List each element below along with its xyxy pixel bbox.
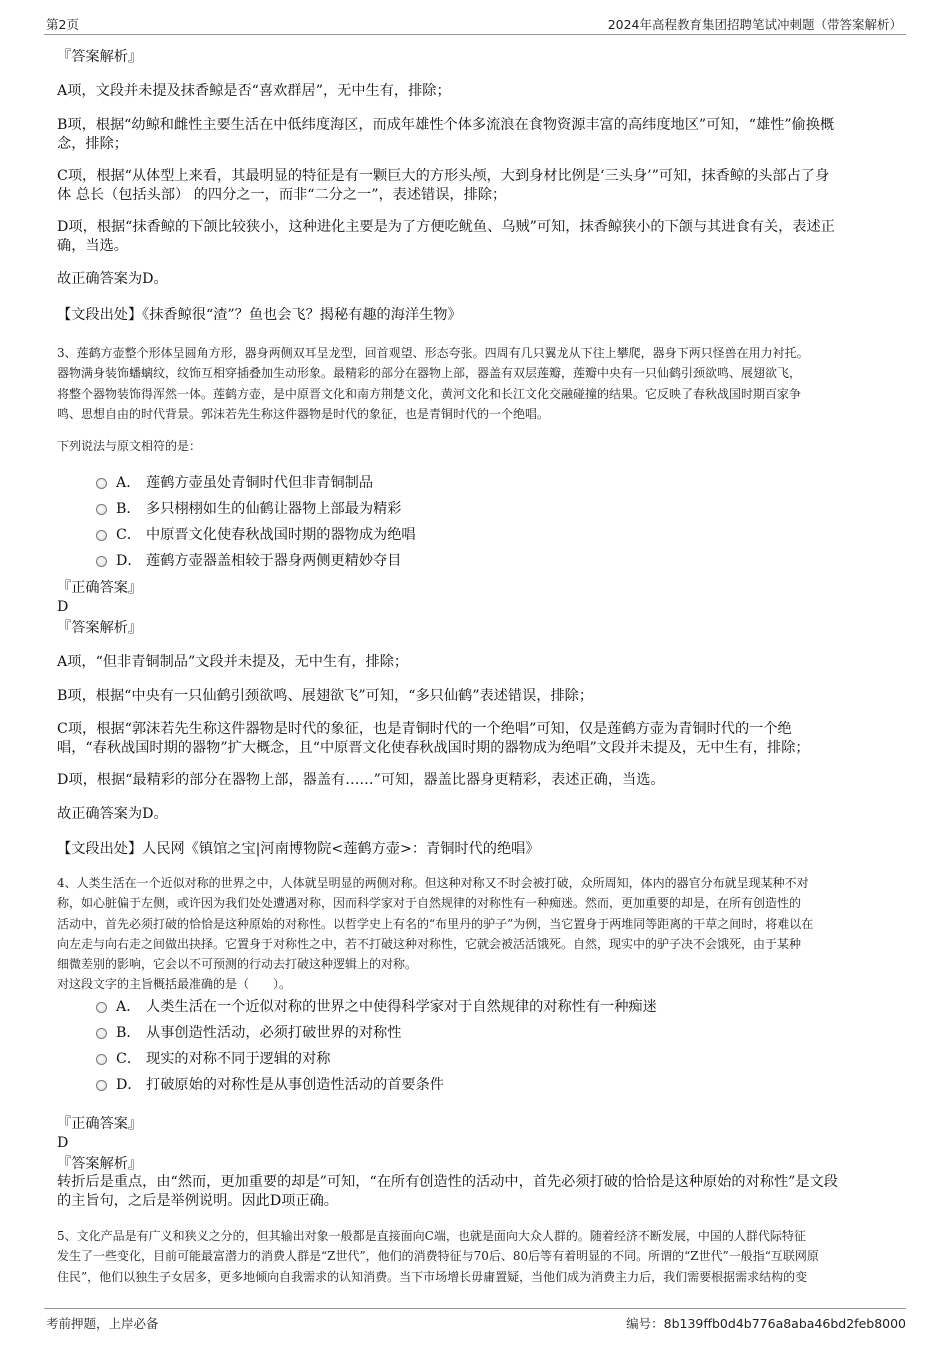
radio-icon[interactable] [96, 530, 107, 541]
analysis-option-b: B项，根据“中央有一只仙鹤引颈欲鸣、展翅欲飞”可知，“多只仙鹤”表述错误，排除； [57, 688, 594, 704]
passage-line: 发生了一些变化，目前可能最富潜力的消费人群是“Z世代”，他们的消费特征与70后、80后等有着明显的不同。所谓的“Z世代”一般指“互联网原 [57, 1249, 819, 1264]
correct-answer: D [57, 599, 69, 615]
analysis-line: 的主旨句，之后是举例说明。因此D项正确。 [57, 1193, 338, 1209]
option-letter: D． [116, 1077, 142, 1093]
radio-icon[interactable] [96, 1080, 107, 1091]
option-text: 莲鹤方壶虽处青铜时代但非青铜制品 [146, 475, 374, 491]
q3-option-b[interactable] [96, 498, 401, 518]
code-label: 编号： [626, 1316, 664, 1331]
analysis-option-a: A项，“但非青铜制品”文段并未提及，无中生有，排除； [57, 654, 409, 670]
document-code [626, 1314, 906, 1332]
passage-source: 【文段出处】人民网《镇馆之宝|河南博物院<莲鹤方壶>：青铜时代的绝唱》 [57, 841, 540, 857]
option-letter: D． [116, 553, 142, 569]
passage-source: 【文段出处】《抹香鲸很“渣”？鱼也会飞？揭秘有趣的海洋生物》 [57, 307, 462, 323]
question-4-passage [57, 873, 897, 995]
radio-icon[interactable] [96, 504, 107, 515]
analysis-option-d [57, 218, 897, 256]
analysis-label: 『答案解析』 [57, 49, 143, 65]
radio-icon[interactable] [96, 1002, 107, 1013]
radio-icon[interactable] [96, 1054, 107, 1065]
passage-line: 活动中，首先必须打破的恰恰是这种原始的对称性。以哲学史上有名的“布里丹的驴子”为例，当它置身于两堆同等距离的干草之间时，将难以在 [57, 916, 814, 931]
question-3-stem: 下列说法与原文相符的是： [57, 439, 202, 453]
q3-option-c[interactable] [96, 524, 416, 544]
q3-option-a[interactable] [96, 472, 373, 492]
analysis-line: B项，根据“幼鲸和雌性主要生活在中低纬度海区，而成年雄性个体多流浪在食物资源丰富的高纬度地区”可知，“雄性”偷换概 [57, 117, 835, 133]
option-letter: C． [116, 527, 142, 543]
q4-option-a[interactable] [96, 996, 657, 1016]
option-text: 现实的对称不同于逻辑的对称 [146, 1051, 331, 1067]
option-text: 打破原始的对称性是从事创造性活动的首要条件 [146, 1077, 444, 1093]
question-5-passage [57, 1226, 897, 1287]
q3-option-d[interactable] [96, 550, 401, 570]
analysis-label: 『答案解析』 [57, 620, 143, 636]
option-letter: A． [116, 999, 141, 1015]
analysis-line: 转折后是重点，由“然而，更加重要的却是”可知，“在所有创造性的活动中，首先必须打破的恰恰是这种原始的对称性”是文段 [57, 1174, 838, 1190]
analysis-option-c [57, 720, 897, 758]
option-text: 多只栩栩如生的仙鹤让器物上部最为精彩 [146, 501, 402, 517]
option-letter: C． [116, 1051, 142, 1067]
question-4-stem: 对这段文字的主旨概括最准确的是（ ）。 [57, 977, 292, 992]
analysis-option-a: A项，文段并未提及抹香鲸是否“喜欢群居”，无中生有，排除； [57, 83, 451, 99]
radio-icon[interactable] [96, 556, 107, 567]
option-text: 中原晋文化使春秋战国时期的器物成为绝唱 [146, 527, 416, 543]
passage-line: 细微差别的影响，它会以不可预测的行动去打破这种逻辑上的对称。 [57, 957, 418, 972]
analysis-line: C项，根据“郭沫若先生称这件器物是时代的象征，也是青铜时代的一个绝唱”可知，仅是莲鹤方壶为青铜时代的一个绝 [57, 721, 792, 737]
passage-line: 向左走与向右走之间做出抉择。它置身于对称性之中，若不打破这种对称性，它就会被活活饿死。自然，现实中的驴子决不会饿死，由于某种 [57, 936, 802, 951]
q4-option-c[interactable] [96, 1048, 330, 1068]
analysis-line: 体 总长（包括头部） 的四分之一，而非“二分之一”，表述错误，排除； [57, 187, 507, 203]
footer-rule [44, 1308, 906, 1309]
passage-line: 器物满身装饰蟠螭纹，纹饰互相穿插叠加生动形象。最精彩的部分在器物上部，器盖有双层莲瓣，莲瓣中央有一只仙鹤引颈欲鸣、展翅欲飞， [57, 366, 802, 381]
code-value: 8b139ffb0d4b776a8aba46bd2feb8000 [663, 1316, 906, 1331]
conclusion: 故正确答案为D。 [57, 806, 168, 822]
analysis-line: 唱，“春秋战国时期的器物”扩大概念，且“中原晋文化使春秋战国时期的器物成为绝唱”文段并未提及，无中生有，排除； [57, 740, 810, 756]
option-letter: A． [116, 475, 141, 491]
passage-line: 称，如心脏偏于左侧，或许因为我们处处遭遇对称，因而科学家对于自然规律的对称性有一种痴迷。然而，更加重要的却是，在所有创造性的 [57, 896, 802, 911]
option-text: 莲鹤方壶器盖相较于器身两侧更精妙夺目 [146, 553, 402, 569]
document-title: 2024年高程教育集团招聘笔试冲刺题（带答案解析） [607, 17, 902, 32]
passage-line: 4、人类生活在一个近似对称的世界之中，人体就呈明显的两侧对称。但这种对称又不时会被打破，众所周知，体内的器官分布就呈现某种不对 [57, 876, 809, 890]
conclusion: 故正确答案为D。 [57, 271, 168, 287]
option-letter: B． [116, 1025, 141, 1041]
analysis-option-b [57, 116, 897, 154]
option-letter: B． [116, 501, 141, 517]
correct-answer: D [57, 1135, 69, 1151]
analysis-option-c [57, 167, 897, 205]
correct-answer-label: 『正确答案』 [57, 1116, 143, 1132]
passage-line: 鸣、思想自由的时代背景。郭沫若先生称这件器物是时代的象征，也是青铜时代的一个绝唱。 [57, 406, 550, 421]
radio-icon[interactable] [96, 478, 107, 489]
analysis-line: 确，当选。 [57, 238, 128, 254]
page-number: 第2页 [46, 17, 79, 32]
passage-line: 住民”，他们以独生子女居多，更多地倾向自我需求的认知消费。当下市场增长毋庸置疑，当他们成为消费主力后，我们需要根据需求结构的变 [57, 1269, 808, 1284]
passage-line: 将整个器物装饰得浑然一体。莲鹤方壶，是中原晋文化和南方荆楚文化，黄河文化和长江文化交融碰撞的结果。它反映了春秋战国时期百家争 [57, 386, 802, 401]
option-text: 从事创造性活动，必须打破世界的对称性 [146, 1025, 402, 1041]
analysis-line: C项，根据“从体型上来看，其最明显的特征是有一颗巨大的方形头颅，大到身材比例是‘三头身’”可知，抹香鲸的头部占了身 [57, 168, 830, 184]
question-3-passage [57, 343, 897, 424]
q4-option-d[interactable] [96, 1074, 444, 1094]
passage-line: 5、文化产品是有广义和狭义之分的，但其输出对象一般都是直接面向C端，也就是面向大众人群的。随着经济不断发展，中国的人群代际特征 [57, 1229, 806, 1243]
footer-slogan: 考前押题，上岸必备 [46, 1316, 159, 1331]
question-4-analysis [57, 1173, 897, 1211]
radio-icon[interactable] [96, 1028, 107, 1039]
correct-answer-label: 『正确答案』 [57, 580, 143, 596]
analysis-line: 念，排除； [57, 136, 128, 152]
passage-line: 3、莲鹤方壶整个形体呈圆角方形，器身两侧双耳呈龙型，回首观望、形态夸张。四周有几只翼龙从下往上攀爬，器身下两只怪兽在用力衬托。 [57, 346, 809, 360]
analysis-line: D项，根据“抹香鲸的下颌比较狭小，这种进化主要是为了方便吃鱿鱼、乌贼”可知，抹香鲸狭小的下颌与其进食有关，表述正 [57, 219, 835, 235]
analysis-option-d: D项，根据“最精彩的部分在器物上部，器盖有……”可知，器盖比器身更精彩，表述正确，当选。 [57, 772, 665, 788]
q4-option-b[interactable] [96, 1022, 401, 1042]
option-text: 人类生活在一个近似对称的世界之中使得科学家对于自然规律的对称性有一种痴迷 [146, 999, 657, 1015]
header-rule [44, 34, 906, 35]
analysis-label: 『答案解析』 [57, 1156, 143, 1172]
